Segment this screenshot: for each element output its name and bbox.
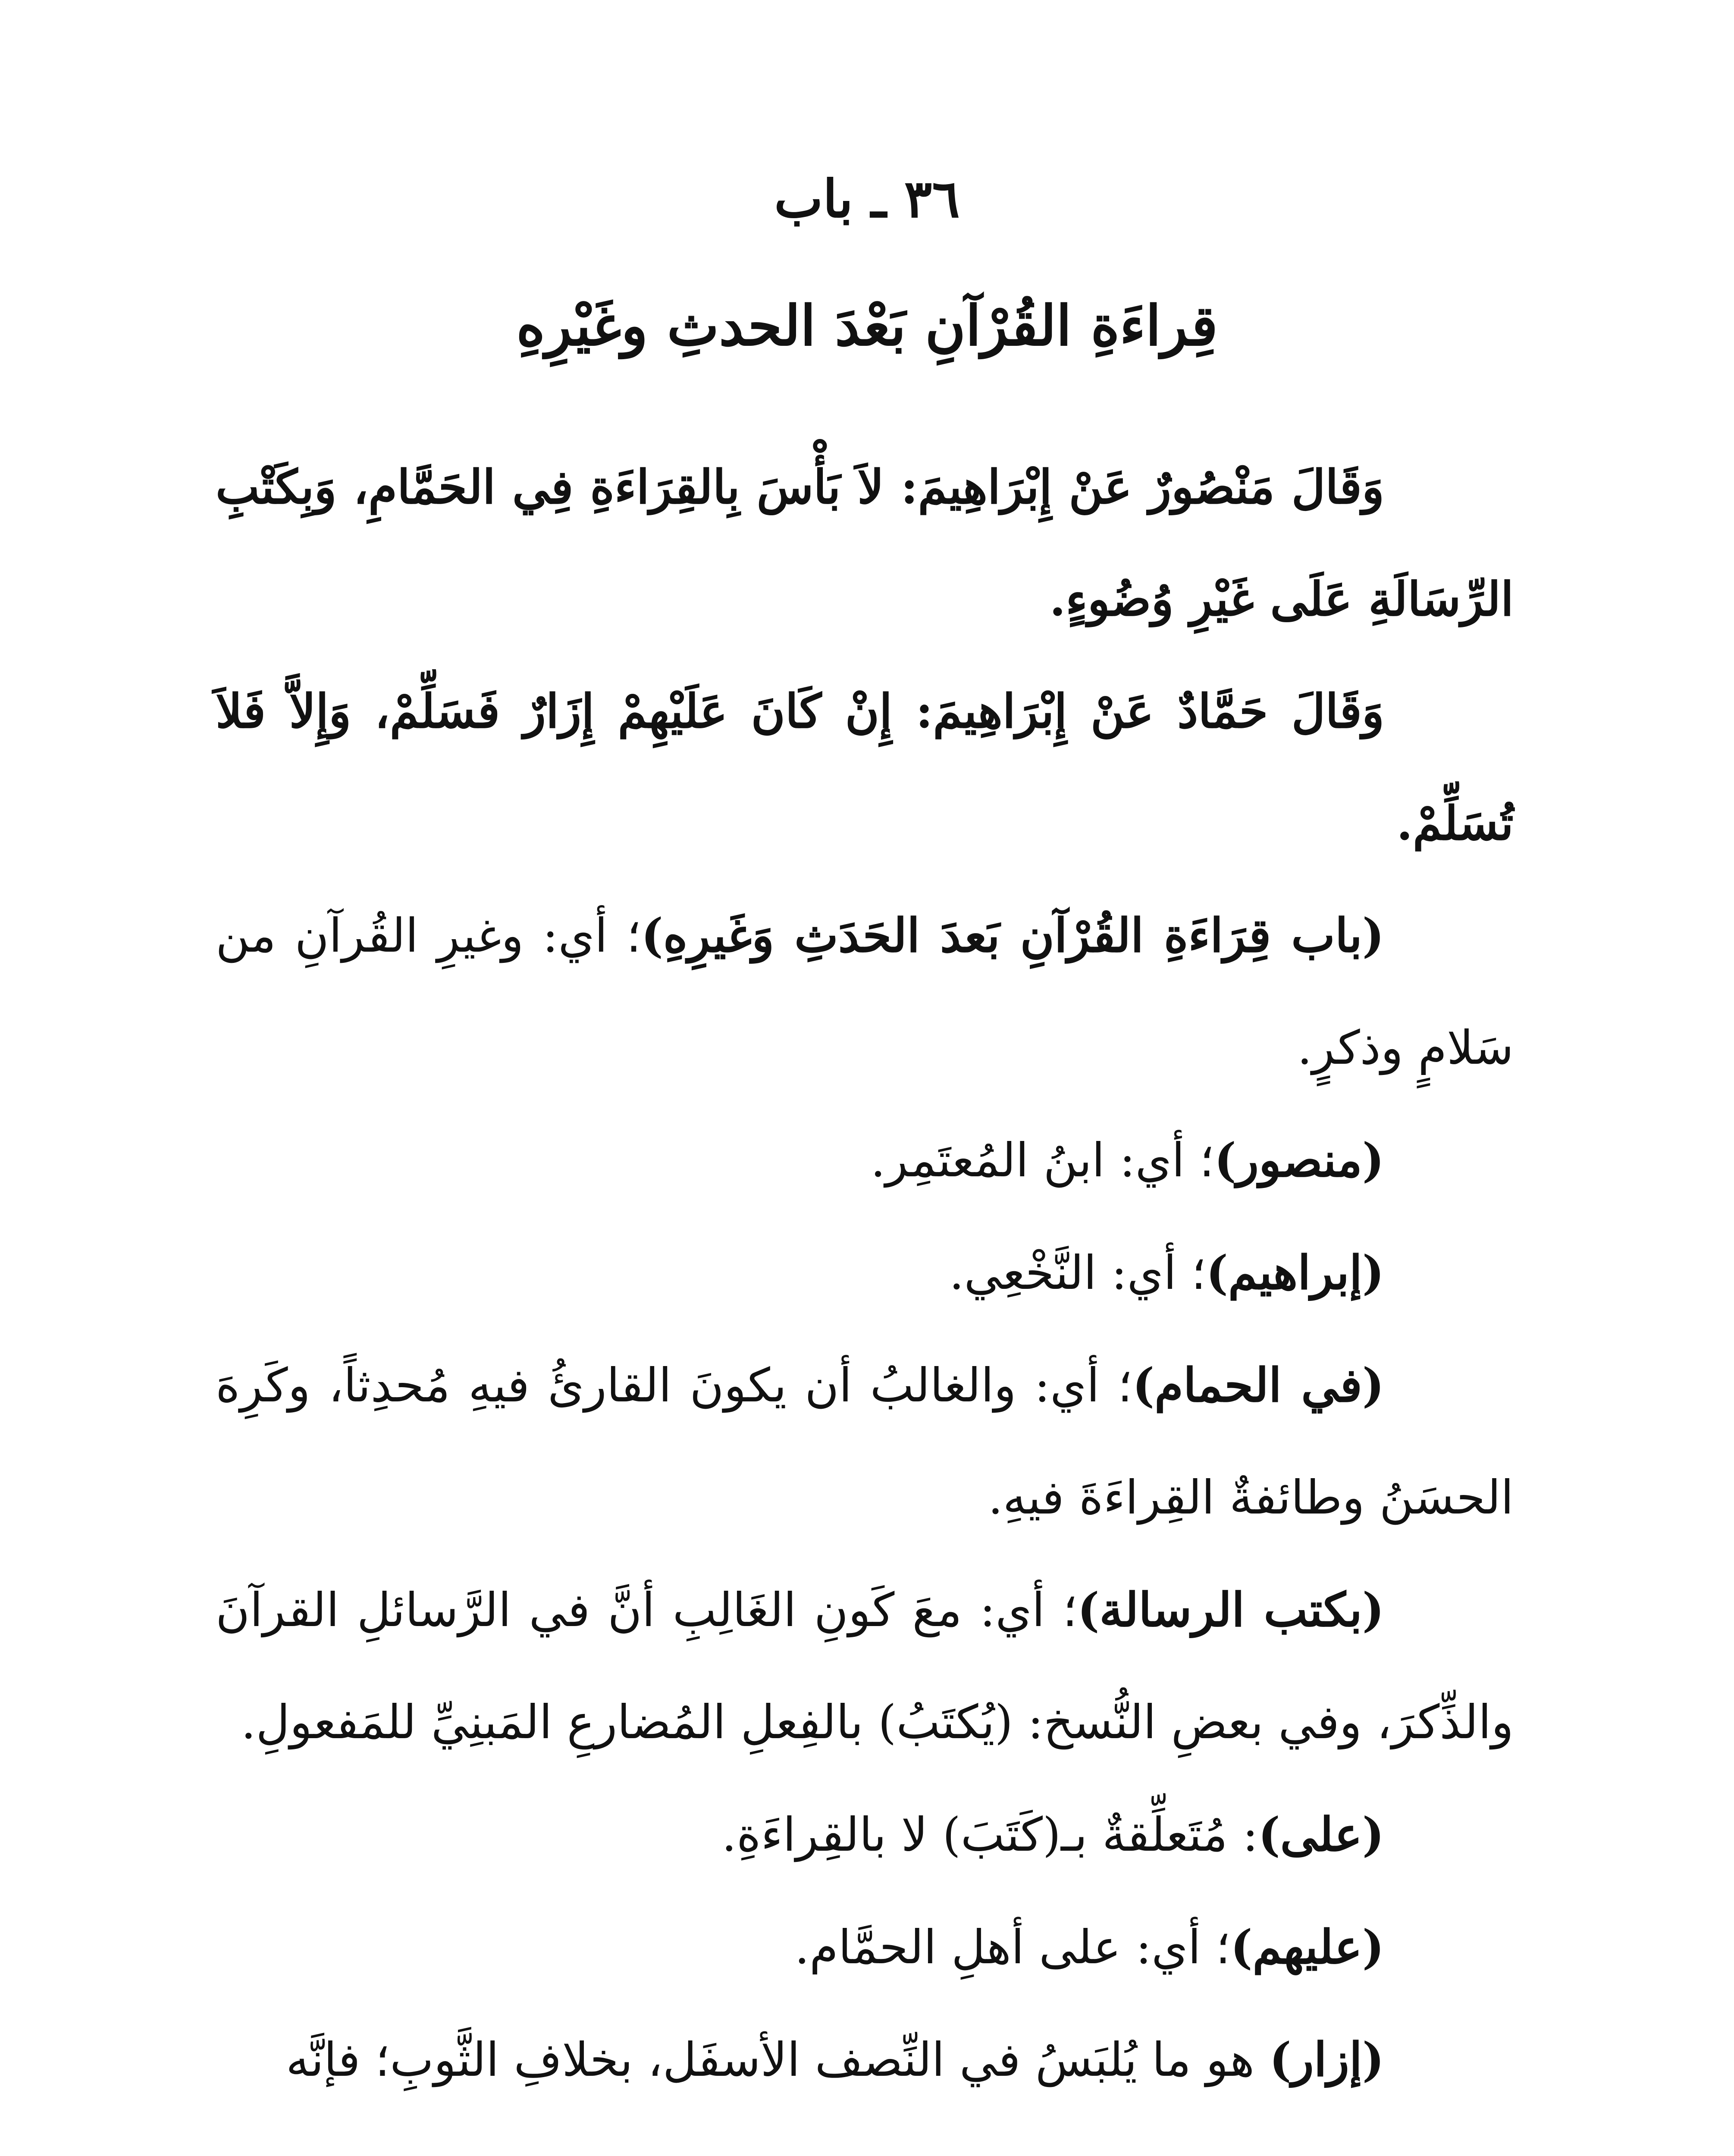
- body-text: [216, 431, 1514, 2116]
- paragraph-9-text: ؛ أي: على أهلِ الحمَّام.: [794, 1921, 1231, 1974]
- paragraph-6-lead: (في الحمام): [1132, 1358, 1384, 1413]
- paragraph-7-text: ؛ أي: معَ كَونِ الغَالِبِ أنَّ في الرَّسائلِ القرآنَ والذِّكرَ، وفي بعضِ النُّسخ: (يُكتَبُ) بالفِعلِ المُضارعِ المَبنِيِّ للمَفعولِ.: [216, 1583, 1514, 1749]
- paragraph-5-lead: (إبراهيم): [1206, 1246, 1384, 1300]
- paragraph-7-lead: (بكتب الرسالة): [1077, 1583, 1384, 1637]
- chapter-number-heading: ٣٦ ـ باب: [774, 169, 960, 229]
- paragraph-10: [216, 2004, 1514, 2116]
- paragraph-4: [216, 1104, 1514, 1217]
- paragraph-8-text: : مُتَعلِّقةٌ بـ(كَتَبَ) لا بالقِراءَةِ.: [721, 1808, 1258, 1862]
- paragraph-10-text: هو ما يُلبَسُ في النِّصف الأسفَل، بخلافِ الثَّوبِ؛ فإنَّه: [285, 2033, 1270, 2087]
- paragraph-3-text: ؛ أي: وغيرِ القُرآنِ من سَلامٍ وذكرٍ.: [216, 909, 1514, 1075]
- paragraph-2-text: وَقَالَ حَمَّادٌ عَنْ إِبْرَاهِيمَ: إِنْ كَانَ عَلَيْهِمْ إِزَارٌ فَسَلِّمْ، وَإِلاَّ فَلاَ تُسَلِّمْ.: [216, 684, 1514, 851]
- paragraph-1-text: وَقَالَ مَنْصُورٌ عَنْ إِبْرَاهِيمَ: لاَ بَأْسَ بِالقِرَاءَةِ فِي الحَمَّامِ، وَبِكَتْبِ الرِّسَالَةِ عَلَى غَيْرِ وُضُوءٍ.: [216, 460, 1514, 627]
- paragraph-7: [216, 1554, 1514, 1779]
- paragraph-6: [216, 1329, 1514, 1554]
- paragraph-3: [216, 880, 1514, 1104]
- chapter-title-heading: قِراءَةِ القُرْآنِ بَعْدَ الحدثِ وغَيْرِهِ: [516, 294, 1218, 358]
- paragraph-2: [216, 655, 1514, 880]
- paragraph-1: [216, 431, 1514, 655]
- paragraph-3-lead: (باب قِرَاءَةِ القُرْآنِ بَعدَ الحَدَثِ وَغَيرِهِ): [641, 909, 1384, 963]
- paragraph-8: [216, 1779, 1514, 1891]
- paragraph-4-lead: (منصور): [1214, 1133, 1384, 1188]
- paragraph-6-text: ؛ أي: والغالبُ أن يكونَ القارئُ فيهِ مُحدِثاً، وكَرِهَ الحسَنُ وطائفةٌ القِراءَةَ فيهِ.: [216, 1359, 1514, 1525]
- paragraph-10-lead: (إزار): [1269, 2033, 1384, 2087]
- paragraph-4-text: ؛ أي: ابنُ المُعتَمِر.: [870, 1134, 1214, 1188]
- paragraph-5: [216, 1217, 1514, 1329]
- paragraph-9-lead: (عليهم): [1230, 1920, 1384, 1974]
- paragraph-8-lead: (على): [1258, 1808, 1384, 1862]
- paragraph-9: [216, 1891, 1514, 2004]
- paragraph-5-text: ؛ أي: النَّخْعِي.: [949, 1246, 1206, 1300]
